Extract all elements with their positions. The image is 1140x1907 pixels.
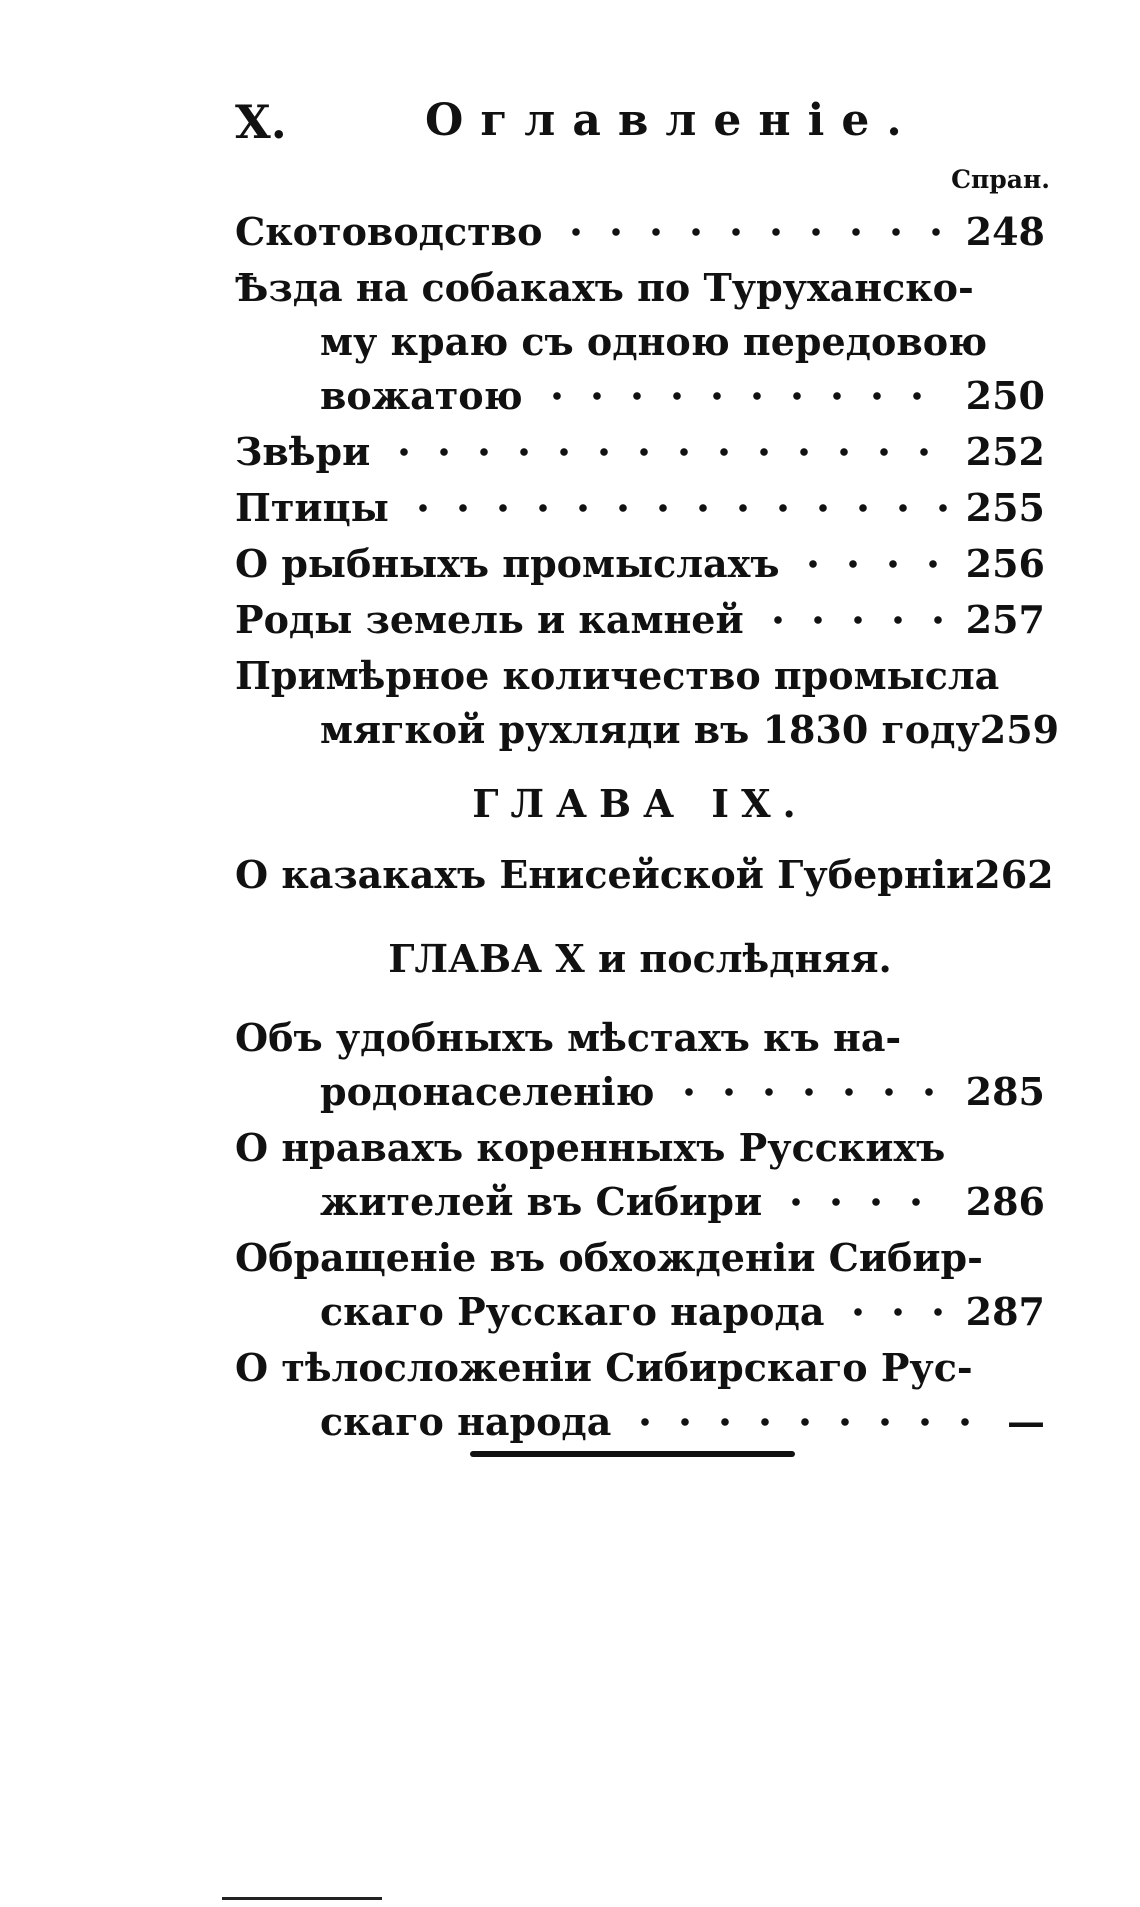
chapter-heading: ГЛАВА IX. [472, 781, 808, 826]
toc-entry-text: Ѣзда на собакахъ по Туруханско- [235, 265, 974, 310]
leader-dots [838, 1307, 951, 1317]
toc-entry-text: жителей въ Сибири [320, 1179, 763, 1224]
toc-entry-text: му краю съ одною передовою [320, 319, 988, 364]
leader-dots [625, 1417, 971, 1427]
toc-page-number: 252 [965, 429, 1045, 474]
toc-entry [235, 649, 1060, 757]
toc-entry-text: Обращеніе въ обхожденіи Сибир- [235, 1235, 983, 1280]
toc-entry-text: скаго народа [320, 1399, 612, 1444]
toc-entry-line [235, 315, 1045, 369]
toc-page-number: 287 [965, 1289, 1045, 1334]
ornamental-rule [470, 1451, 795, 1457]
leader-dots [537, 391, 952, 401]
toc-entry-text: Птицы [235, 485, 389, 530]
toc-entry-text: О нравахъ коренныхъ Русскихъ [235, 1125, 946, 1170]
toc-entry-text: О рыбныхъ промыслахъ [235, 541, 780, 586]
leader-dots [556, 227, 951, 237]
toc-entry-text: Звѣри [235, 429, 371, 474]
bottom-rule [222, 1897, 382, 1900]
leader-dots [403, 503, 952, 513]
toc-page-number: — [1007, 1399, 1045, 1444]
toc-page-number: 286 [965, 1179, 1045, 1224]
toc-entry-text: родонаселенію [320, 1069, 655, 1114]
leader-dots [793, 559, 951, 569]
toc-page-number: 262 [974, 852, 1054, 897]
toc-entry [235, 261, 1045, 423]
toc-entry [235, 205, 1045, 259]
page-header [235, 95, 1045, 155]
toc-entry [235, 537, 1045, 591]
toc-entry-text: вожатою [320, 373, 523, 418]
page-title: Оглавленіе. [425, 95, 919, 146]
toc-page-number: 248 [965, 209, 1045, 254]
leader-dots [384, 447, 951, 457]
toc-page-number: 250 [965, 373, 1045, 418]
toc-entry-text: Роды земель и камней [235, 597, 744, 642]
toc-page-number: 259 [979, 707, 1060, 752]
leader-dots [669, 1087, 952, 1097]
toc-page-number: 285 [965, 1069, 1045, 1114]
toc-entry [235, 593, 1045, 647]
leader-dots [776, 1197, 952, 1207]
chapter-heading: ГЛАВА X и послѣдняя. [388, 936, 892, 981]
toc-entry-text: Объ удобныхъ мѣстахъ къ на- [235, 1015, 902, 1060]
toc-page-number: 257 [965, 597, 1045, 642]
toc-entry [235, 1121, 1045, 1229]
toc-entry [235, 425, 1045, 479]
table-of-contents [235, 205, 1060, 1451]
toc-entry-text: мягкой рухляди въ 1830 году [320, 707, 980, 752]
toc-entry [235, 481, 1045, 535]
toc-page-number: 255 [965, 485, 1045, 530]
toc-entry-text: О тѣлосложеніи Сибирскаго Рус- [235, 1345, 973, 1390]
toc-entry-text: Скотоводство [235, 209, 543, 254]
toc-entry-text: скаго Русскаго народа [320, 1289, 825, 1334]
toc-entry-line [235, 649, 1045, 703]
toc-entry [235, 1231, 1045, 1339]
toc-entry [235, 848, 1054, 902]
toc-page-number: 256 [965, 541, 1045, 586]
toc-entry-text: Примѣрное количество промысла [235, 653, 1000, 698]
toc-entry [235, 1011, 1045, 1119]
leader-dots [758, 615, 952, 625]
toc-entry-line [235, 261, 1045, 315]
toc-entry-text: О казакахъ Енисейской Губерніи [235, 852, 975, 897]
section-number: X. [235, 95, 287, 149]
toc-entry [235, 1341, 1045, 1449]
page-column-heading: Спран. [951, 165, 1050, 194]
